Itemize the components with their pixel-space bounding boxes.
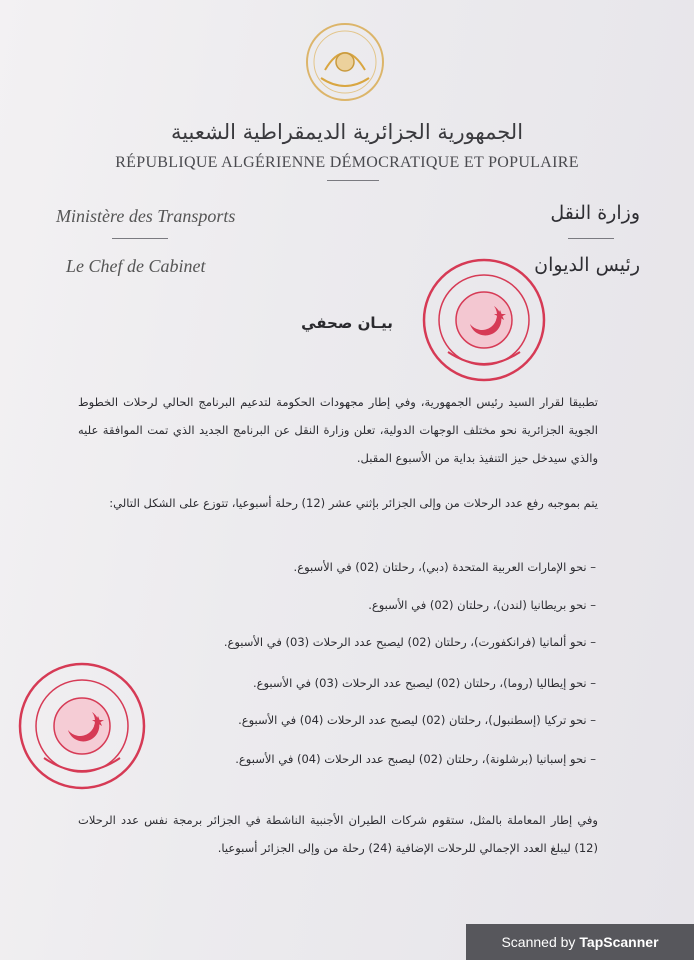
list-item: – نحو ألمانيا (فرانكفورت)، رحلتان (02) ليصبح عدد الرحلات (03) في الأسبوع. <box>223 635 596 649</box>
distribution-paragraph: يتم بموجبه رفع عدد الرحلات من وإلى الجزائر بإثني عشر (12) رحلة أسبوعيا، تتوزع على الشكل التالي: <box>109 496 598 510</box>
state-title-arabic: الجمهورية الجزائرية الديمقراطية الشعبية <box>170 120 524 144</box>
national-emblem-icon <box>303 20 387 104</box>
scanner-watermark <box>466 924 694 960</box>
closing-paragraph: وفي إطار المعاملة بالمثل، ستقوم شركات الطيران الأجنبية الناشطة في الجزائر برمجة نفس عدد الرحلات (12) ليبلغ العدد الإجمالي للرحلات الإضافية (24) رحلة من وإلى الجزائر أسبوعيا. <box>78 813 598 855</box>
header-divider <box>327 180 379 181</box>
ministry-name-arabic: وزارة النقل <box>550 202 640 224</box>
ministry-divider-arabic <box>568 238 614 239</box>
list-item: – نحو إيطاليا (روما)، رحلتان (02) ليصبح عدد الرحلات (03) في الأسبوع. <box>252 676 596 690</box>
intro-paragraph: تطبيقا لقرار السيد رئيس الجمهورية، وفي إطار مجهودات الحكومة لتدعيم البرنامج الحالي لرحلات الخطوط الجوية الجزائرية نحو مختلف الوجهات الدولية، تعلن وزارة النقل عن البرنامج الجديد الذي تمت الموافقة عليه والذي سيدخل حيز التنفيذ بداية من الأسبوع المقبل. <box>78 395 598 465</box>
list-item: – نحو بريطانيا (لندن)، رحلتان (02) في الأسبوع. <box>368 598 596 612</box>
statement-heading: بيـان صحفي <box>301 314 393 332</box>
office-name-arabic: رئيس الديوان <box>534 254 640 276</box>
ministry-divider <box>112 238 168 239</box>
list-item: – نحو الإمارات العربية المتحدة (دبي)، رحلتان (02) في الأسبوع. <box>293 560 596 574</box>
state-title-french: RÉPUBLIQUE ALGÉRIENNE DÉMOCRATIQUE ET POPULAIRE <box>115 154 579 171</box>
list-item: – نحو إسبانيا (برشلونة)، رحلتان (02) ليصبح عدد الرحلات (04) في الأسبوع. <box>235 752 596 766</box>
ministry-name-french: Ministère des Transports <box>56 206 236 226</box>
scanner-brand: TapScanner <box>579 934 659 950</box>
scanner-prefix: Scanned by <box>501 934 576 950</box>
list-item: – نحو تركيا (إسطنبول)، رحلتان (02) ليصبح عدد الرحلات (04) في الأسبوع. <box>238 713 596 727</box>
office-name-french: Le Chef de Cabinet <box>66 256 206 276</box>
official-stamp-left <box>14 658 150 794</box>
